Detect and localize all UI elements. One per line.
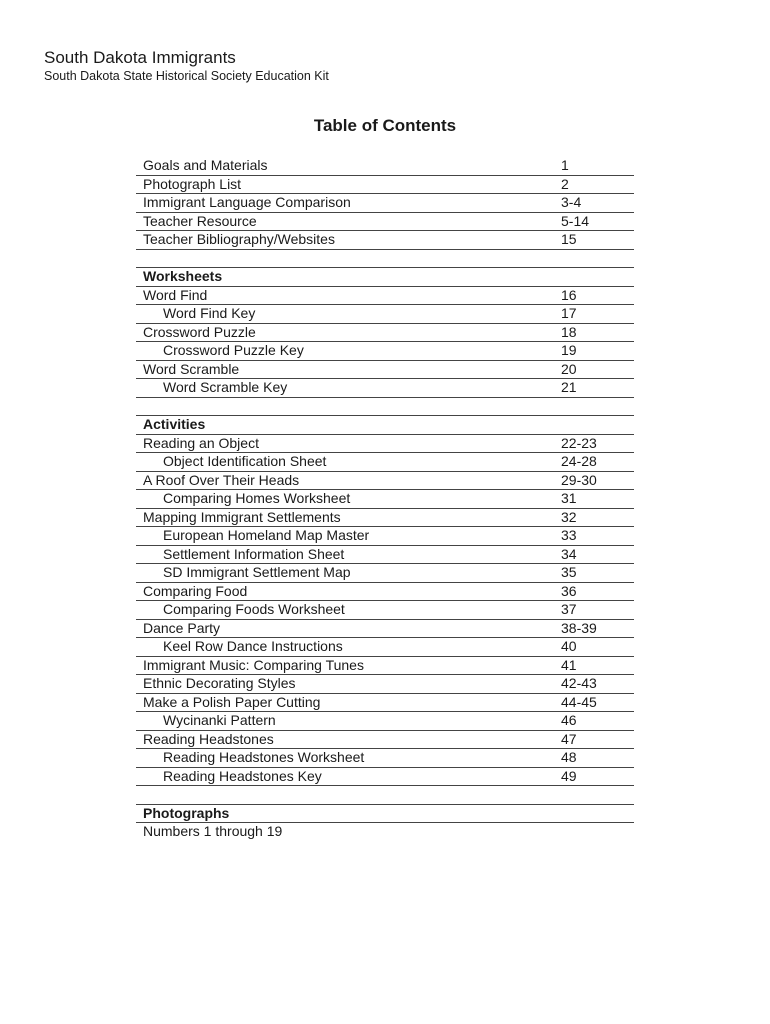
toc-entry-label: Comparing Homes Worksheet <box>163 490 351 506</box>
toc-row <box>136 231 634 250</box>
toc-row <box>136 472 634 491</box>
toc-entry-label: Word Find Key <box>163 305 256 321</box>
toc-entry-label: Immigrant Language Comparison <box>143 194 351 210</box>
toc-entry-page: 38-39 <box>561 619 597 636</box>
toc-row <box>136 601 634 620</box>
toc-row <box>136 823 634 842</box>
toc-entry-label: SD Immigrant Settlement Map <box>163 564 351 580</box>
toc-entry-label: Comparing Foods Worksheet <box>163 601 345 617</box>
toc-row <box>136 620 634 639</box>
toc-row <box>136 583 634 602</box>
toc-row <box>136 509 634 528</box>
toc-entry-page: 42-43 <box>561 675 597 691</box>
toc-entry-page: 21 <box>561 379 577 395</box>
toc-entry-page: 3-4 <box>561 194 582 210</box>
toc-entry-label: Teacher Resource <box>143 212 257 229</box>
toc-blank-row <box>136 250 634 269</box>
toc-row <box>136 435 634 454</box>
toc-row <box>136 546 634 565</box>
toc-entry-page: 22-23 <box>561 434 597 451</box>
toc-entry-label: Ethnic Decorating Styles <box>143 675 296 691</box>
toc-blank-row <box>136 786 634 805</box>
toc-entry-label: Numbers 1 through 19 <box>143 823 283 839</box>
toc-row <box>136 712 634 731</box>
section-heading-label: Photographs <box>143 804 230 821</box>
toc-entry-page: 33 <box>561 527 577 543</box>
toc-entry-label: Goals and Materials <box>143 157 268 173</box>
toc-entry-page: 35 <box>561 564 577 580</box>
toc-entry-label: Mapping Immigrant Settlements <box>143 508 341 525</box>
toc-row <box>136 490 634 509</box>
toc-entry-label: A Roof Over Their Heads <box>143 471 300 488</box>
toc-entry-label: Object Identification Sheet <box>163 453 327 469</box>
toc-entry-page: 20 <box>561 360 577 377</box>
toc-entry-page: 49 <box>561 767 577 784</box>
toc-entry-label: Word Scramble <box>143 360 240 377</box>
toc-entry-page: 44-45 <box>561 693 597 710</box>
toc-entry-page: 18 <box>561 323 577 340</box>
toc-entry-label: Word Find <box>143 286 208 303</box>
toc-row <box>136 324 634 343</box>
toc-entry-page: 37 <box>561 601 577 617</box>
toc-entry-label: Reading Headstones Worksheet <box>163 749 365 765</box>
toc-entry-page: 34 <box>561 545 577 562</box>
toc-row <box>136 657 634 676</box>
toc-entry-label: Photograph List <box>143 175 242 192</box>
toc-entry-label: Reading Headstones Key <box>163 767 322 784</box>
toc-row <box>136 675 634 694</box>
toc-row <box>136 527 634 546</box>
toc-entry-label: Comparing Food <box>143 582 248 599</box>
table-of-contents <box>136 157 634 842</box>
toc-entry-page: 16 <box>561 286 577 303</box>
toc-entry-label: Word Scramble Key <box>163 379 288 395</box>
toc-entry-label: Make a Polish Paper Cutting <box>143 693 321 710</box>
toc-blank-row <box>136 398 634 417</box>
toc-entry-label: Settlement Information Sheet <box>163 545 345 562</box>
toc-entry-label: Reading Headstones <box>143 730 274 747</box>
toc-entry-page: 17 <box>561 305 577 321</box>
toc-row <box>136 453 634 472</box>
toc-row <box>136 694 634 713</box>
toc-entry-label: Keel Row Dance Instructions <box>163 638 343 654</box>
section-heading-photographs <box>136 805 634 824</box>
toc-entry-page: 5-14 <box>561 212 590 229</box>
toc-row <box>136 379 634 398</box>
toc-entry-page: 36 <box>561 582 577 599</box>
toc-entry-page: 41 <box>561 656 577 673</box>
toc-entry-page: 46 <box>561 712 577 728</box>
toc-entry-page: 2 <box>561 175 569 192</box>
toc-entry-page: 48 <box>561 749 577 765</box>
toc-entry-label: Wycinanki Pattern <box>163 712 276 728</box>
toc-row <box>136 157 634 176</box>
section-heading-worksheets <box>136 268 634 287</box>
toc-row <box>136 194 634 213</box>
toc-row <box>136 768 634 787</box>
toc-row <box>136 638 634 657</box>
toc-row <box>136 342 634 361</box>
toc-entry-page: 1 <box>561 157 569 173</box>
toc-row <box>136 564 634 583</box>
toc-row <box>136 731 634 750</box>
toc-entry-label: Teacher Bibliography/Websites <box>143 231 335 247</box>
toc-entry-page: 29-30 <box>561 471 597 488</box>
toc-entry-page: 32 <box>561 508 577 525</box>
toc-entry-page: 19 <box>561 342 577 358</box>
toc-row <box>136 287 634 306</box>
toc-row <box>136 176 634 195</box>
section-heading-label: Worksheets <box>143 268 223 284</box>
toc-entry-page: 15 <box>561 231 577 247</box>
toc-entry-label: European Homeland Map Master <box>163 527 370 543</box>
toc-entry-label: Dance Party <box>143 619 221 636</box>
document-subtitle: South Dakota State Historical Society Education Kit <box>44 69 329 83</box>
toc-row <box>136 361 634 380</box>
toc-entry-page: 40 <box>561 638 577 654</box>
section-heading-label: Activities <box>143 416 206 432</box>
section-heading-activities <box>136 416 634 435</box>
toc-row <box>136 749 634 768</box>
toc-entry-label: Crossword Puzzle Key <box>163 342 304 358</box>
toc-entry-label: Crossword Puzzle <box>143 323 256 340</box>
toc-heading: Table of Contents <box>313 116 457 135</box>
toc-entry-page: 24-28 <box>561 453 597 469</box>
toc-row <box>136 305 634 324</box>
document-title: South Dakota Immigrants <box>44 48 236 67</box>
toc-entry-label: Reading an Object <box>143 434 259 451</box>
toc-entry-page: 47 <box>561 730 577 747</box>
toc-entry-page: 31 <box>561 490 577 506</box>
toc-entry-label: Immigrant Music: Comparing Tunes <box>143 656 364 673</box>
toc-row <box>136 213 634 232</box>
